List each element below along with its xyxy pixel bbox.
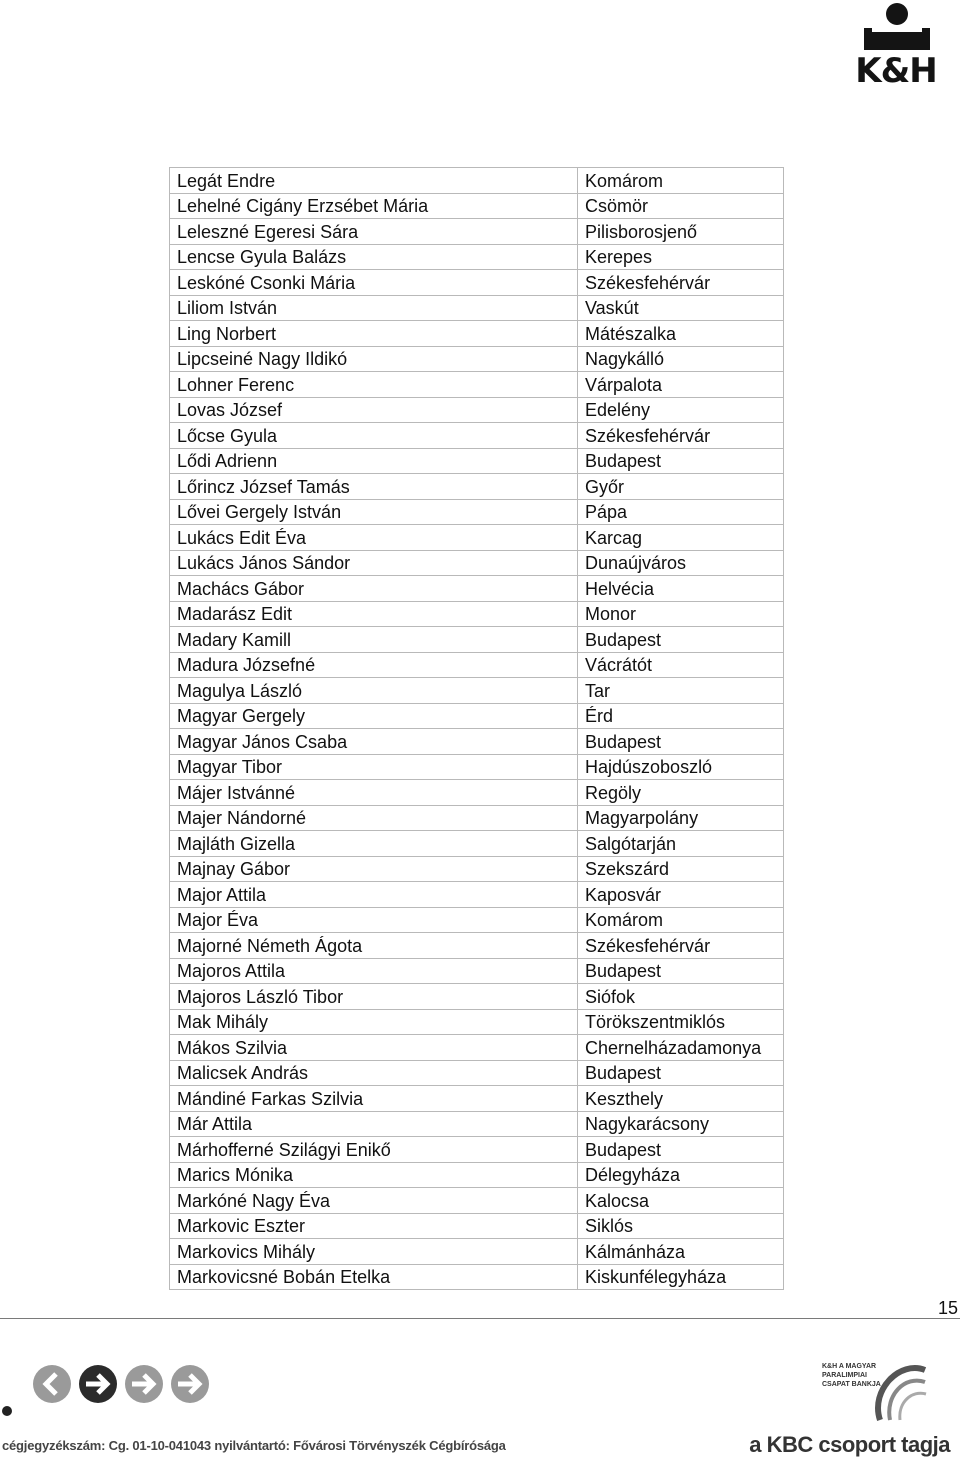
city-cell: Salgótarján (578, 831, 784, 857)
person-name-cell: Magyar Gergely (170, 703, 578, 729)
table-row (170, 984, 784, 1010)
table-row (170, 1162, 784, 1188)
table-row (170, 652, 784, 678)
arrow-right-icon[interactable] (78, 1364, 118, 1404)
table-row (170, 576, 784, 602)
table-row (170, 933, 784, 959)
city-cell: Kiskunfélegyháza (578, 1264, 784, 1290)
city-cell: Győr (578, 474, 784, 500)
person-name-cell: Mak Mihály (170, 1009, 578, 1035)
page-number: 15 (937, 1298, 958, 1318)
person-name-cell: Márhofferné Szilágyi Enikő (170, 1137, 578, 1163)
person-name-cell: Lődi Adrienn (170, 448, 578, 474)
city-cell: Kálmánháza (578, 1239, 784, 1265)
table-row (170, 550, 784, 576)
paralympic-text: K&H A MAGYAR PARALIMPIAI CSAPAT BANKJA (822, 1363, 881, 1388)
city-cell: Székesfehérvár (578, 423, 784, 449)
city-cell: Kalocsa (578, 1188, 784, 1214)
city-cell: Csömör (578, 193, 784, 219)
city-cell: Siófok (578, 984, 784, 1010)
table-row (170, 729, 784, 755)
city-cell: Pilisborosjenő (578, 219, 784, 245)
city-cell: Budapest (578, 958, 784, 984)
person-name-cell: Májer Istvánné (170, 780, 578, 806)
bullet-dot-icon (2, 1406, 12, 1416)
table-row (170, 754, 784, 780)
person-name-cell: Markóné Nagy Éva (170, 1188, 578, 1214)
person-name-cell: Madura Józsefné (170, 652, 578, 678)
city-cell: Budapest (578, 627, 784, 653)
table-row (170, 423, 784, 449)
city-cell: Kerepes (578, 244, 784, 270)
person-name-cell: Malicsek András (170, 1060, 578, 1086)
city-cell: Törökszentmiklós (578, 1009, 784, 1035)
person-name-cell: Magulya László (170, 678, 578, 704)
person-name-cell: Lővei Gergely István (170, 499, 578, 525)
table-row (170, 270, 784, 296)
paralympic-logo (820, 1360, 930, 1430)
table-row (170, 346, 784, 372)
person-name-cell: Liliom István (170, 295, 578, 321)
logo-wordmark: K&H (855, 51, 937, 91)
person-name-cell: Majláth Gizella (170, 831, 578, 857)
person-name-cell: Majnay Gábor (170, 856, 578, 882)
person-name-cell: Major Attila (170, 882, 578, 908)
person-name-cell: Lőrincz József Tamás (170, 474, 578, 500)
arrow-right-icon[interactable] (170, 1364, 210, 1404)
names-table (169, 167, 784, 1290)
table-row (170, 397, 784, 423)
table-row (170, 193, 784, 219)
person-name-cell: Lencse Gyula Balázs (170, 244, 578, 270)
city-cell: Regöly (578, 780, 784, 806)
city-cell: Monor (578, 601, 784, 627)
city-cell: Helvécia (578, 576, 784, 602)
city-cell: Budapest (578, 1137, 784, 1163)
city-cell: Érd (578, 703, 784, 729)
city-cell: Szekszárd (578, 856, 784, 882)
table-row (170, 1239, 784, 1265)
city-cell: Budapest (578, 448, 784, 474)
person-name-cell: Majoros László Tibor (170, 984, 578, 1010)
person-name-cell: Majer Nándorné (170, 805, 578, 831)
table-row (170, 244, 784, 270)
table-row (170, 1188, 784, 1214)
city-cell: Siklós (578, 1213, 784, 1239)
person-name-cell: Major Éva (170, 907, 578, 933)
arrow-left-icon[interactable] (32, 1364, 72, 1404)
city-cell: Komárom (578, 168, 784, 194)
table-row (170, 448, 784, 474)
person-name-cell: Lőcse Gyula (170, 423, 578, 449)
person-name-cell: Magyar János Csaba (170, 729, 578, 755)
city-cell: Pápa (578, 499, 784, 525)
person-name-cell: Majoros Attila (170, 958, 578, 984)
table-row (170, 168, 784, 194)
table-row (170, 1060, 784, 1086)
person-name-cell: Lovas József (170, 397, 578, 423)
kh-figure-logo-icon (864, 2, 930, 52)
kh-logo (838, 2, 954, 90)
table-row (170, 907, 784, 933)
person-name-cell: Markovic Eszter (170, 1213, 578, 1239)
person-name-cell: Legát Endre (170, 168, 578, 194)
table-row (170, 474, 784, 500)
table-row (170, 882, 784, 908)
person-name-cell: Már Attila (170, 1111, 578, 1137)
arrow-right-icon[interactable] (124, 1364, 164, 1404)
city-cell: Budapest (578, 729, 784, 755)
city-cell: Karcag (578, 525, 784, 551)
table-row (170, 805, 784, 831)
kbc-tagline: a KBC csoport tagja (749, 1432, 950, 1457)
city-cell: Chernelházadamonya (578, 1035, 784, 1061)
table-row (170, 1086, 784, 1112)
table-row (170, 1035, 784, 1061)
person-name-cell: Lehelné Cigány Erzsébet Mária (170, 193, 578, 219)
city-cell: Magyarpolány (578, 805, 784, 831)
swirl-icon (870, 1360, 930, 1424)
company-registry-text: cégjegyzékszám: Cg. 01-10-041043 nyilvántartó: Fővárosi Törvényszék Cégbírósága (2, 1438, 506, 1453)
city-cell: Mátészalka (578, 321, 784, 347)
city-cell: Nagykarácsony (578, 1111, 784, 1137)
person-name-cell: Lukács János Sándor (170, 550, 578, 576)
table-row (170, 525, 784, 551)
person-name-cell: Lipcseiné Nagy Ildikó (170, 346, 578, 372)
person-name-cell: Majorné Németh Ágota (170, 933, 578, 959)
city-cell: Várpalota (578, 372, 784, 398)
city-cell: Délegyháza (578, 1162, 784, 1188)
person-name-cell: Madarász Edit (170, 601, 578, 627)
city-cell: Dunaújváros (578, 550, 784, 576)
footer-rule (0, 1318, 960, 1319)
city-cell: Tar (578, 678, 784, 704)
city-cell: Vácrátót (578, 652, 784, 678)
person-name-cell: Leskóné Csonki Mária (170, 270, 578, 296)
city-cell: Budapest (578, 1060, 784, 1086)
table-row (170, 219, 784, 245)
table-row (170, 678, 784, 704)
city-cell: Vaskút (578, 295, 784, 321)
table-row (170, 1009, 784, 1035)
city-cell: Székesfehérvár (578, 933, 784, 959)
table-row (170, 1111, 784, 1137)
person-name-cell: Markovicsné Bobán Etelka (170, 1264, 578, 1290)
table-row (170, 1213, 784, 1239)
person-name-cell: Lohner Ferenc (170, 372, 578, 398)
person-name-cell: Mándiné Farkas Szilvia (170, 1086, 578, 1112)
city-cell: Hajdúszoboszló (578, 754, 784, 780)
table-row (170, 295, 784, 321)
city-cell: Komárom (578, 907, 784, 933)
person-name-cell: Madary Kamill (170, 627, 578, 653)
person-name-cell: Marics Mónika (170, 1162, 578, 1188)
city-cell: Székesfehérvár (578, 270, 784, 296)
table-row (170, 321, 784, 347)
city-cell: Edelény (578, 397, 784, 423)
person-name-cell: Leleszné Egeresi Sára (170, 219, 578, 245)
person-name-cell: Mákos Szilvia (170, 1035, 578, 1061)
table-row (170, 958, 784, 984)
person-name-cell: Magyar Tibor (170, 754, 578, 780)
table-row (170, 703, 784, 729)
person-name-cell: Machács Gábor (170, 576, 578, 602)
names-table-body (170, 168, 784, 1290)
table-row (170, 372, 784, 398)
person-name-cell: Markovics Mihály (170, 1239, 578, 1265)
city-cell: Kaposvár (578, 882, 784, 908)
table-row (170, 601, 784, 627)
table-row (170, 1264, 784, 1290)
person-name-cell: Lukács Edit Éva (170, 525, 578, 551)
table-row (170, 831, 784, 857)
city-cell: Keszthely (578, 1086, 784, 1112)
city-cell: Nagykálló (578, 346, 784, 372)
person-name-cell: Ling Norbert (170, 321, 578, 347)
table-row (170, 499, 784, 525)
table-row (170, 780, 784, 806)
table-row (170, 856, 784, 882)
table-row (170, 627, 784, 653)
table-row (170, 1137, 784, 1163)
